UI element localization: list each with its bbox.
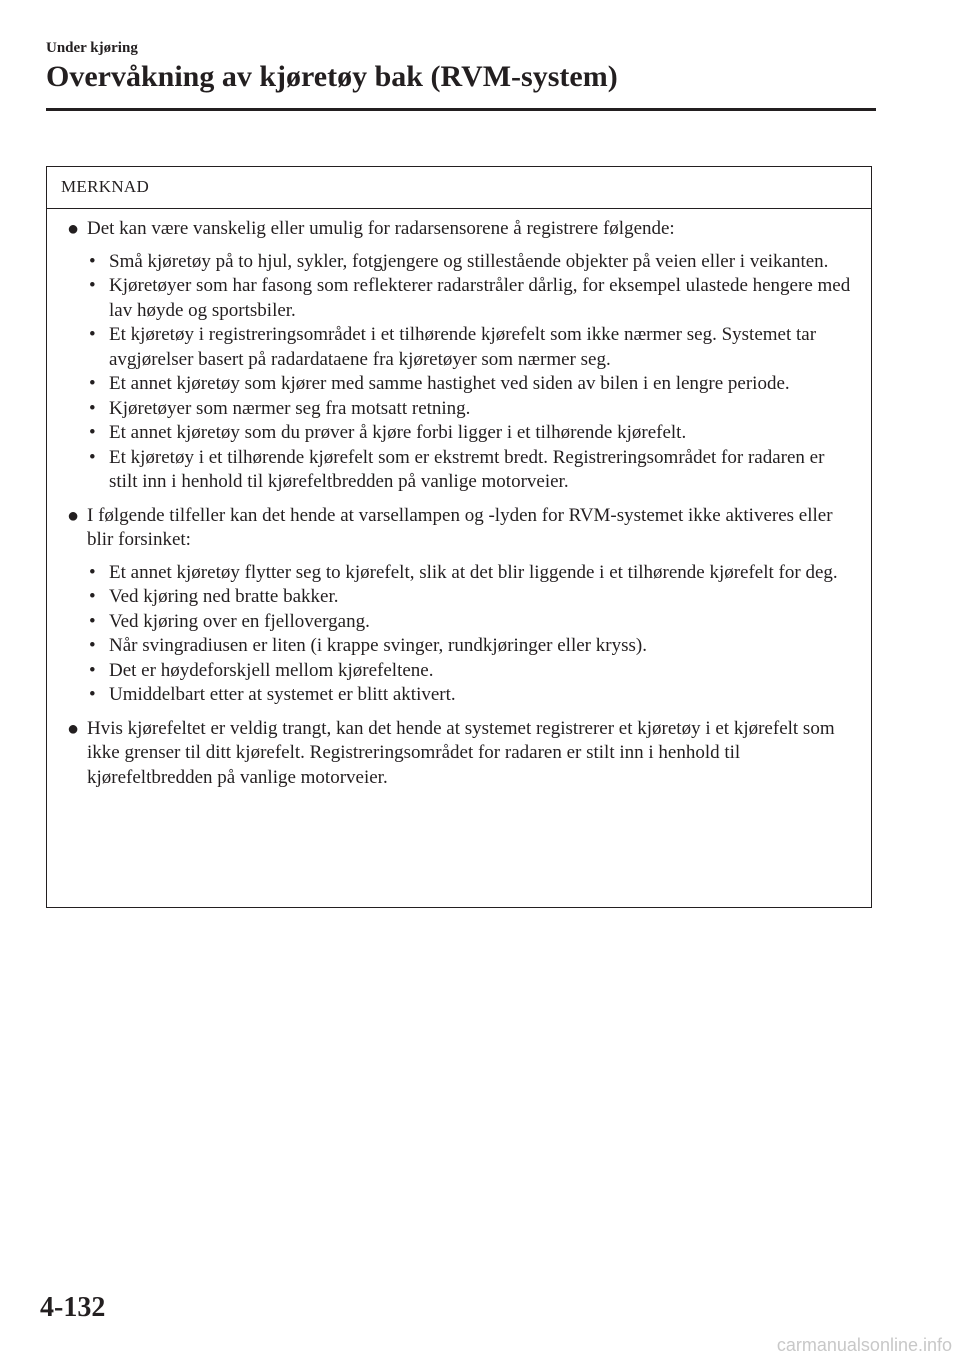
sub-bullet-icon: •	[89, 324, 96, 345]
sub-item-text: Et annet kjøretøy som kjører med samme hastighet ved siden av bilen i en lengre periode.	[109, 373, 790, 394]
sub-item-text: Umiddelbart etter at systemet er blitt aktivert.	[109, 684, 456, 705]
note-item	[67, 217, 851, 495]
sub-bullet-icon: •	[89, 586, 96, 607]
note-item	[67, 504, 851, 708]
sub-item	[87, 561, 851, 586]
sub-item-text: Et annet kjøretøy som du prøver å kjøre forbi ligger i et tilhørende kjørefelt.	[109, 422, 687, 443]
sub-item-text: Et annet kjøretøy flytter seg to kjørefelt, slik at det blir liggende i et tilhørende kjørefelt for deg.	[109, 561, 838, 583]
sub-list	[87, 561, 851, 708]
sub-item	[87, 323, 851, 372]
sub-bullet-icon: •	[89, 422, 96, 443]
sub-bullet-icon: •	[89, 610, 96, 632]
sub-item	[87, 585, 851, 610]
sub-bullet-icon: •	[89, 397, 96, 419]
watermark: carmanualsonline.info	[776, 1335, 952, 1355]
title-rule	[46, 108, 876, 111]
note-item-text: Det kan være vanskelig eller umulig for radarsensorene å registrere følgende:	[87, 218, 675, 239]
sub-item	[87, 683, 851, 708]
sub-item-text: Ved kjøring over en fjellovergang.	[109, 610, 370, 632]
note-heading: MERKNAD	[47, 167, 871, 209]
section-label: Under kjøring	[46, 40, 138, 56]
sub-item	[87, 634, 851, 659]
sub-item	[87, 397, 851, 422]
sub-bullet-icon: •	[89, 373, 96, 394]
sub-item-text: Små kjøretøy på to hjul, sykler, fotgjengere og stillestående objekter på veien eller i veikanten.	[109, 250, 829, 272]
page-number: 4-132	[40, 1292, 106, 1323]
bullet-icon: ●	[67, 717, 80, 740]
sub-bullet-icon: •	[89, 659, 96, 681]
sub-item	[87, 372, 851, 397]
sub-item-text: Kjøretøyer som nærmer seg fra motsatt retning.	[109, 397, 471, 419]
sub-item-text: Det er høydeforskjell mellom kjørefeltene.	[109, 659, 434, 681]
sub-item	[87, 421, 851, 446]
bullet-icon: ●	[67, 504, 80, 527]
sub-item	[87, 274, 851, 323]
sub-bullet-icon: •	[89, 684, 96, 705]
page-title: Overvåkning av kjøretøy bak (RVM-system)	[46, 60, 618, 93]
note-item-text: I følgende tilfeller kan det hende at varsellampen og -lyden for RVM-systemet ikke aktiveres eller blir forsinket:	[87, 504, 833, 550]
bullet-icon: ●	[67, 218, 80, 240]
sub-list	[87, 250, 851, 495]
note-body	[47, 209, 871, 790]
sub-bullet-icon: •	[89, 635, 96, 656]
sub-bullet-icon: •	[89, 275, 96, 296]
sub-item	[87, 446, 851, 495]
sub-bullet-icon: •	[89, 250, 96, 272]
sub-item-text: Når svingradiusen er liten (i krappe svinger, rundkjøringer eller kryss).	[109, 635, 647, 656]
sub-bullet-icon: •	[89, 446, 96, 468]
sub-item	[87, 250, 851, 275]
note-box	[46, 166, 872, 908]
note-item	[67, 717, 851, 791]
sub-bullet-icon: •	[89, 561, 96, 583]
note-item-text: Hvis kjørefeltet er veldig trangt, kan det hende at systemet registrerer et kjøretøy i et kjørefelt som ikke grenser til ditt kjørefelt. Registreringsområdet for radaren er stilt inn i henhold til kjørefeltbredden på vanlige motorveier.	[87, 717, 835, 788]
sub-item-text: Et kjøretøy i et tilhørende kjørefelt som er ekstremt bredt. Registreringsområdet for radaren er stilt inn i henhold til kjørefeltbredden på vanlige motorveier.	[109, 446, 825, 492]
sub-item	[87, 659, 851, 684]
sub-item-text: Et kjøretøy i registreringsområdet i et tilhørende kjørefelt som ikke nærmer seg. Systemet tar avgjørelser basert på radardataene fra kjøretøyer som nærmer seg.	[109, 324, 817, 370]
sub-item-text: Kjøretøyer som har fasong som reflekterer radarstråler dårlig, for eksempel ulastede hengere med lav høyde og sportsbiler.	[109, 275, 851, 321]
sub-item	[87, 610, 851, 635]
sub-item-text: Ved kjøring ned bratte bakker.	[109, 586, 339, 607]
